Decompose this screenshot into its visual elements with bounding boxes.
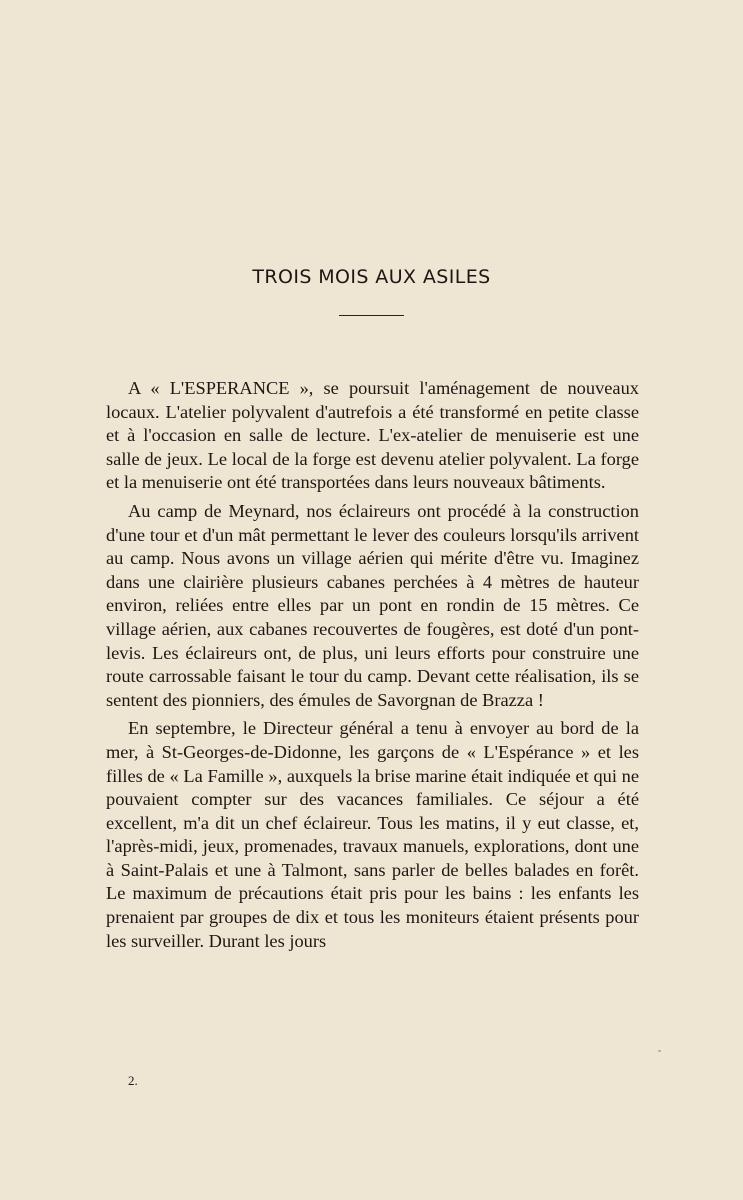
paper-speck xyxy=(658,1050,661,1052)
paragraph: A « L'ESPERANCE », se poursuit l'aménagement de nouveaux locaux. L'atelier polyvalent d'autrefois a été transformé en petite classe et à l'occasion en salle de lecture. L'ex-atelier de menuiserie est une salle de jeux. Le local de la forge est devenu atelier polyvalent. La forge et la menuiserie ont été transportées dans leurs nouveaux bâtiments. xyxy=(106,378,639,493)
article-body xyxy=(106,377,639,958)
page-number: 2. xyxy=(128,1073,138,1088)
paragraph: En septembre, le Directeur général a tenu à envoyer au bord de la mer, à St-Georges-de-Didonne, les garçons de « L'Espérance » et les filles de « La Famille », auxquels la brise marine était indiquée et qui ne pouvaient compter sur des vacances familiales. Ce séjour a été excellent, m'a dit un chef éclaireur. Tous les matins, il y eut classe, et, l'après-midi, jeux, promenades, travaux manuels, explorations, dont une à Saint-Palais et une à Talmont, sans parler de belles balades en forêt. Le maximum de précautions était pris pour les bains : les enfants les prenaient par groupes de dix et tous les moniteurs étaient présents pour les surveiller. Durant les jours xyxy=(106,718,639,951)
title-divider xyxy=(339,315,404,316)
paragraph: Au camp de Meynard, nos éclaireurs ont procédé à la construction d'une tour et d'un mât permettant le lever des couleurs lorsqu'ils arrivent au camp. Nous avons un village aérien qui mérite d'être vu. Imaginez dans une clairière plusieurs cabanes perchées à 4 mètres de hauteur environ, reliées entre elles par un pont en rondin de 15 mètres. Ce village aérien, aux cabanes recouvertes de fougères, est doté d'un pont-levis. Les éclaireurs ont, de plus, uni leurs efforts pour construire une route carrossable faisant le tour du camp. Devant cette réalisation, ils se sentent des pionniers, des émules de Savorgnan de Brazza ! xyxy=(106,500,639,710)
page-title: TROIS MOIS AUX ASILES xyxy=(252,266,491,288)
